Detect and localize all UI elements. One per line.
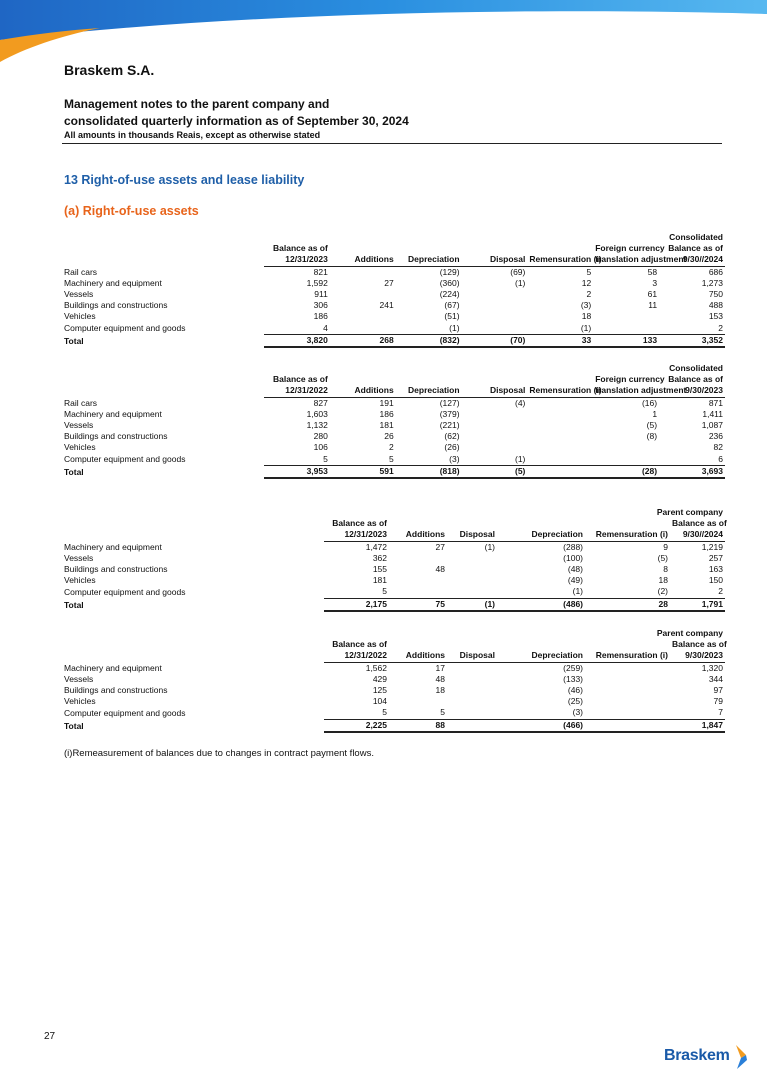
- column-header: 12/31/2023: [324, 529, 389, 541]
- cell: 3,953: [264, 465, 330, 478]
- cell: 268: [330, 334, 396, 347]
- cell: 191: [379, 397, 394, 408]
- cell: [389, 553, 447, 564]
- column-header: [527, 243, 593, 254]
- column-header: Remensuration (i): [529, 385, 602, 396]
- cell: 1,562: [365, 662, 387, 673]
- footnote: (i)Remeasurement of balances due to changes in contract payment flows.: [64, 748, 374, 759]
- cell: 58: [647, 266, 658, 277]
- cell: 106: [313, 442, 328, 453]
- cell: 33: [527, 334, 593, 347]
- row-label: Buildings and constructions: [64, 431, 168, 442]
- row-label: Vehicles: [64, 696, 96, 707]
- cell: 3,820: [264, 334, 330, 347]
- cell: 1,592: [306, 277, 328, 288]
- row-label: Buildings and constructions: [64, 564, 168, 575]
- column-header: [585, 639, 670, 650]
- logo-text: Braskem: [664, 1047, 730, 1064]
- row-label: Machinery and equipment: [64, 662, 162, 673]
- cell: 9: [663, 541, 668, 552]
- cell: (2): [585, 586, 670, 598]
- cell: [447, 575, 497, 586]
- cell: 1,320: [701, 662, 723, 673]
- column-header: [585, 518, 670, 529]
- cell: (26): [444, 442, 460, 453]
- cell: (4): [514, 397, 526, 408]
- row-label: Vessels: [64, 673, 94, 684]
- page-number: 27: [44, 1031, 56, 1042]
- section-title: 13 Right-of-use assets and lease liability: [64, 173, 305, 187]
- cell: [585, 685, 670, 696]
- cell: 61: [647, 289, 658, 300]
- column-header: 12/31/2022: [324, 650, 389, 662]
- table-row: [64, 300, 725, 311]
- subsection-title: (a) Right-of-use assets: [64, 204, 199, 218]
- row-label: Total: [64, 720, 84, 731]
- cell: 186: [379, 408, 394, 419]
- cell: [527, 442, 593, 453]
- cell: 133: [593, 334, 659, 347]
- cell: (1): [396, 323, 462, 335]
- cell: 104: [372, 696, 387, 707]
- consolidated-2023-table: [64, 363, 725, 479]
- cell: [527, 420, 593, 431]
- cell: [447, 564, 497, 575]
- column-header: Balance as of: [273, 243, 328, 254]
- subtitle-line-1: Management notes to the parent company and: [64, 97, 330, 111]
- cell: 27: [435, 541, 445, 552]
- total-row: [64, 334, 725, 347]
- cell: (5): [462, 465, 528, 478]
- cell: (133): [563, 673, 583, 684]
- column-header: translation adjustment: [595, 385, 687, 396]
- column-header: Additions: [389, 529, 447, 541]
- table-row: [64, 586, 725, 598]
- column-header: [497, 518, 585, 529]
- column-header: translation adjustment: [595, 254, 687, 265]
- cell: [447, 662, 497, 674]
- cell: [585, 707, 670, 719]
- cell: (3): [497, 707, 585, 719]
- column-header: [447, 639, 497, 650]
- cell: (62): [444, 431, 460, 442]
- cell: [462, 300, 528, 311]
- cell: (1): [484, 541, 495, 552]
- cell: [462, 311, 528, 322]
- cell: (832): [396, 334, 462, 347]
- cell: 429: [372, 673, 387, 684]
- cell: (486): [497, 598, 585, 611]
- cell: 488: [708, 300, 723, 311]
- table-caption: Consolidated: [669, 232, 723, 242]
- cell: 27: [384, 277, 394, 288]
- cell: 82: [713, 442, 723, 453]
- row-label: Buildings and constructions: [64, 300, 168, 311]
- cell: [593, 442, 659, 453]
- cell: [585, 662, 670, 674]
- cell: 18: [581, 311, 592, 322]
- cell: 1,472: [365, 541, 387, 552]
- cell: [527, 454, 593, 466]
- column-header: Remensuration (i): [585, 650, 670, 662]
- cell: 48: [435, 564, 445, 575]
- logo-chevron-icon: [734, 1043, 750, 1071]
- cell: [330, 311, 396, 322]
- cell: (1): [527, 323, 593, 335]
- cell: (259): [563, 662, 583, 673]
- cell: (3): [396, 454, 462, 466]
- row-label: Vehicles: [64, 311, 96, 322]
- cell: (25): [567, 696, 583, 707]
- column-header: Additions: [330, 254, 396, 266]
- cell: [330, 323, 396, 335]
- cell: (28): [593, 465, 659, 478]
- cell: [593, 454, 659, 466]
- cell: [527, 465, 593, 478]
- cell: (466): [497, 719, 585, 732]
- row-label: Machinery and equipment: [64, 541, 162, 552]
- table-row: [64, 685, 725, 696]
- column-header: [396, 243, 462, 254]
- cell: 181: [372, 575, 387, 586]
- cell: 5: [586, 266, 592, 277]
- cell: (3): [580, 300, 592, 311]
- column-header: Depreciation: [497, 650, 585, 662]
- cell: 97: [713, 685, 723, 696]
- column-header: Foreign currency: [595, 243, 665, 254]
- table-row: [64, 541, 725, 553]
- cell: (5): [657, 552, 668, 563]
- row-label: Vessels: [64, 289, 94, 300]
- cell: [585, 674, 670, 685]
- column-header: Disposal: [462, 385, 528, 397]
- cell: (69): [510, 266, 526, 277]
- row-label: Total: [64, 335, 84, 346]
- cell: (818): [396, 465, 462, 478]
- table-caption: Parent company: [656, 628, 723, 638]
- column-header: [330, 374, 396, 385]
- cell: 18: [435, 685, 445, 696]
- row-label: Rail cars: [64, 266, 98, 277]
- cell: [462, 289, 528, 300]
- cell: (8): [646, 431, 658, 442]
- cell: 280: [313, 431, 328, 442]
- cell: 750: [708, 289, 723, 300]
- cell: (1): [514, 277, 526, 288]
- column-header: Additions: [389, 650, 447, 662]
- table-caption: Consolidated: [669, 363, 723, 373]
- column-header: [396, 374, 462, 385]
- cell: [389, 696, 447, 707]
- column-header: 12/31/2022: [264, 385, 330, 397]
- cell: 7: [670, 707, 725, 719]
- table-row: [64, 454, 725, 466]
- cell: [462, 409, 528, 420]
- cell: 241: [379, 300, 394, 311]
- row-label: Vehicles: [64, 442, 96, 453]
- company-name: Braskem S.A.: [64, 62, 155, 78]
- cell: 3: [652, 277, 658, 288]
- cell: 4: [264, 323, 330, 335]
- column-header: [389, 518, 447, 529]
- table-row: [64, 662, 725, 674]
- cell: 686: [708, 266, 723, 277]
- consolidated-2024-table: [64, 232, 725, 348]
- column-header: Depreciation: [396, 254, 462, 266]
- cell: [527, 431, 593, 442]
- cell: (100): [563, 552, 583, 563]
- cell: 12: [581, 277, 592, 288]
- cell: 1,847: [670, 719, 725, 732]
- cell: [527, 397, 593, 409]
- table-row: [64, 707, 725, 719]
- cell: 48: [435, 673, 445, 684]
- table-row: [64, 420, 725, 431]
- table-row: [64, 696, 725, 707]
- column-header: [462, 374, 528, 385]
- cell: 1,791: [670, 598, 725, 611]
- cell: 1,219: [701, 541, 723, 552]
- cell: 2: [670, 586, 725, 598]
- total-row: [64, 598, 725, 611]
- row-label: Machinery and equipment: [64, 408, 162, 419]
- table-row: [64, 409, 725, 420]
- cell: 591: [330, 465, 396, 478]
- cell: (379): [439, 408, 460, 419]
- cell: [585, 696, 670, 707]
- cell: [447, 685, 497, 696]
- cell: (48): [567, 564, 583, 575]
- cell: 2,175: [324, 598, 389, 611]
- cell: 2: [388, 442, 394, 453]
- row-label: Computer equipment and goods: [64, 454, 186, 465]
- row-label: Computer equipment and goods: [64, 586, 186, 597]
- cell: 5: [389, 707, 447, 719]
- table-row: [64, 278, 725, 289]
- column-header: 9/30//2024: [670, 529, 725, 541]
- column-header: 9/30/2023: [659, 385, 725, 397]
- cell: 871: [708, 397, 723, 408]
- row-label: Machinery and equipment: [64, 277, 162, 288]
- cell: 306: [313, 300, 328, 311]
- column-header: 9/30/2023: [670, 650, 725, 662]
- cell: 1,087: [701, 420, 723, 431]
- cell: (288): [563, 541, 583, 552]
- cell: 6: [659, 454, 725, 466]
- cell: 1,603: [306, 408, 328, 419]
- cell: 186: [313, 311, 328, 322]
- total-row: [64, 719, 725, 732]
- cell: [462, 431, 528, 442]
- column-header: Balance as of: [332, 639, 387, 650]
- table-row: [64, 266, 725, 278]
- total-row: [64, 465, 725, 478]
- cell: 155: [372, 564, 387, 575]
- cell: [389, 586, 447, 598]
- cell: 163: [708, 564, 723, 575]
- column-header: 12/31/2023: [264, 254, 330, 266]
- column-header: 9/30//2024: [659, 254, 725, 266]
- cell: 236: [708, 431, 723, 442]
- cell: 88: [389, 719, 447, 732]
- column-header: [462, 243, 528, 254]
- cell: (5): [646, 420, 658, 431]
- row-label: Total: [64, 599, 84, 610]
- row-label: Buildings and constructions: [64, 685, 168, 696]
- cell: (1): [447, 598, 497, 611]
- cell: [447, 707, 497, 719]
- cell: [462, 323, 528, 335]
- cell: (129): [439, 266, 460, 277]
- cell: 821: [313, 266, 328, 277]
- cell: [447, 719, 497, 732]
- table-row: [64, 575, 725, 586]
- header-divider: [62, 143, 722, 144]
- cell: (221): [439, 420, 460, 431]
- table-caption: Parent company: [656, 507, 723, 517]
- column-header: Depreciation: [396, 385, 462, 397]
- column-header: Balance as of: [672, 518, 727, 529]
- cell: 5: [324, 586, 389, 598]
- cell: (51): [444, 311, 460, 322]
- cell: 362: [372, 552, 387, 563]
- cell: 5: [324, 707, 389, 719]
- cell: 1,411: [702, 408, 723, 419]
- cell: 827: [313, 397, 328, 408]
- cell: 125: [372, 685, 387, 696]
- cell: 5: [330, 454, 396, 466]
- column-header: Depreciation: [497, 529, 585, 541]
- cell: [447, 674, 497, 685]
- cell: [447, 553, 497, 564]
- row-label: Vessels: [64, 552, 94, 563]
- table-row: [64, 323, 725, 335]
- cell: 3,693: [659, 465, 725, 478]
- cell: (127): [439, 397, 460, 408]
- cell: 3,352: [659, 334, 725, 347]
- table-row: [64, 431, 725, 442]
- cell: 2: [586, 289, 592, 300]
- cell: [330, 266, 396, 278]
- amounts-note: All amounts in thousands Reais, except as otherwise stated: [64, 130, 321, 140]
- cell: (16): [641, 397, 658, 408]
- table-row: [64, 311, 725, 322]
- column-header: [330, 243, 396, 254]
- table-row: [64, 397, 725, 409]
- table-row: [64, 564, 725, 575]
- table-row: [64, 674, 725, 685]
- column-header: Disposal: [462, 254, 528, 266]
- cell: (67): [444, 300, 460, 311]
- cell: [462, 442, 528, 453]
- row-label: Rail cars: [64, 397, 98, 408]
- cell: 911: [314, 289, 328, 300]
- column-header: [497, 639, 585, 650]
- cell: (46): [567, 685, 583, 696]
- cell: 1: [652, 408, 658, 419]
- column-header: Balance as of: [668, 374, 723, 385]
- cell: 75: [389, 598, 447, 611]
- column-header: Additions: [330, 385, 396, 397]
- column-header: [527, 374, 593, 385]
- cell: [593, 323, 659, 335]
- row-label: Computer equipment and goods: [64, 323, 186, 334]
- table-row: [64, 442, 725, 453]
- cell: 5: [264, 454, 330, 466]
- cell: (70): [462, 334, 528, 347]
- cell: 181: [379, 420, 394, 431]
- parent-company-2023-table: [64, 628, 725, 733]
- column-header: Balance as of: [273, 374, 328, 385]
- cell: 344: [708, 673, 723, 684]
- column-header: Balance as of: [672, 639, 727, 650]
- column-header: [389, 639, 447, 650]
- cell: 2: [659, 323, 725, 335]
- cell: 150: [708, 575, 723, 586]
- column-header: Balance as of: [668, 243, 723, 254]
- cell: 2,225: [324, 719, 389, 732]
- cell: [462, 420, 528, 431]
- row-label: Vessels: [64, 420, 94, 431]
- subtitle-line-2: consolidated quarterly information as of September 30, 2024: [64, 114, 409, 128]
- cell: 18: [658, 575, 668, 586]
- braskem-logo: [664, 1043, 750, 1073]
- cell: (49): [567, 575, 583, 586]
- cell: [527, 409, 593, 420]
- cell: 1,132: [306, 420, 328, 431]
- parent-company-2024-table: [64, 507, 725, 612]
- column-header: Remensuration (i): [585, 529, 670, 541]
- table-row: [64, 289, 725, 300]
- column-header: Foreign currency: [595, 374, 665, 385]
- cell: (360): [439, 277, 460, 288]
- cell: (1): [462, 454, 528, 466]
- column-header: Balance as of: [332, 518, 387, 529]
- cell: 8: [663, 564, 668, 575]
- cell: 79: [713, 696, 723, 707]
- row-label: Computer equipment and goods: [64, 707, 186, 718]
- document-subtitle: [64, 96, 664, 130]
- cell: [447, 696, 497, 707]
- column-header: [447, 518, 497, 529]
- cell: 17: [435, 662, 445, 673]
- cell: [593, 311, 659, 322]
- cell: (224): [439, 289, 460, 300]
- column-header: Disposal: [447, 650, 497, 662]
- table-row: [64, 553, 725, 564]
- row-label: Vehicles: [64, 575, 96, 586]
- cell: 26: [384, 431, 394, 442]
- cell: 257: [708, 552, 723, 563]
- cell: 153: [708, 311, 723, 322]
- row-label: Total: [64, 466, 84, 477]
- cell: [585, 719, 670, 732]
- cell: 11: [648, 300, 658, 311]
- cell: 1,273: [701, 277, 723, 288]
- cell: (1): [497, 586, 585, 598]
- column-header: Disposal: [447, 529, 497, 541]
- cell: [330, 289, 396, 300]
- cell: [447, 586, 497, 598]
- cell: 28: [585, 598, 670, 611]
- column-header: Remensuration (i): [529, 254, 602, 265]
- cell: [389, 575, 447, 586]
